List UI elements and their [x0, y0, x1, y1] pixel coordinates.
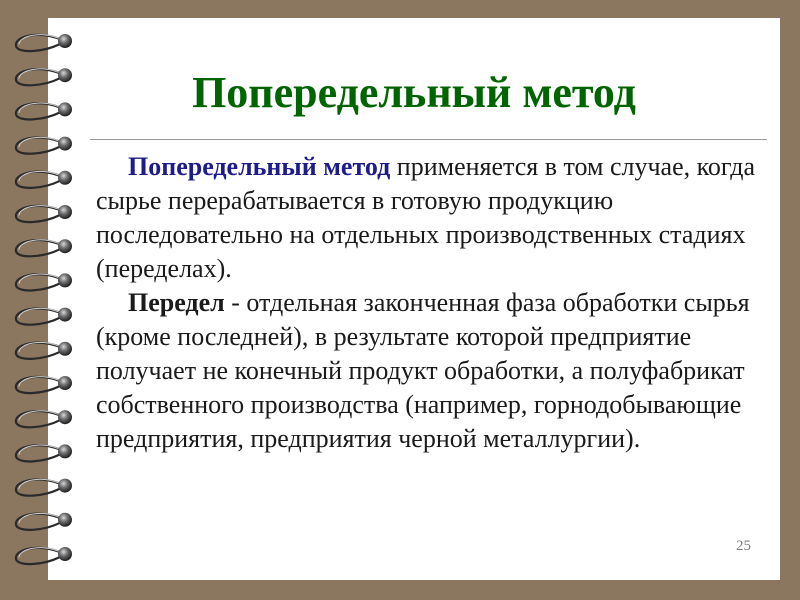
spiral-ring-icon — [16, 137, 72, 154]
paragraph-peredel — [96, 286, 764, 456]
page-number: 25 — [736, 538, 751, 554]
slide-body — [96, 150, 764, 456]
slide-title: Попередельный метод — [192, 68, 636, 117]
spiral-ring-icon — [16, 34, 72, 51]
peredel-text: - отдельная законченная фаза обработки сырья (кроме последней), в результате которой предприятие получает не конечный продукт обработки, а полуфабрикат собственного производства (например, горнодобывающие предприятия, предприятия черной металлургии). — [96, 288, 750, 453]
spiral-ring-icon — [16, 342, 72, 359]
paragraph-definition — [96, 150, 764, 286]
definition-text: применяется в том случае, когда сырье перерабатывается в готовую продукцию последовательно на отдельных производственных стадиях (переделах). — [96, 152, 756, 283]
spiral-ring-icon — [16, 239, 72, 256]
spiral-ring-icon — [16, 444, 72, 461]
term-poperedelny-method: Попередельный метод — [128, 152, 391, 181]
spiral-ring-icon — [16, 513, 72, 530]
spiral-ring-icon — [16, 410, 72, 427]
spiral-ring-icon — [16, 308, 72, 325]
spiral-ring-icon — [16, 547, 72, 564]
spiral-ring-icon — [16, 273, 72, 290]
spiral-ring-icon — [16, 376, 72, 393]
spiral-ring-icon — [16, 205, 72, 222]
title-divider — [90, 139, 767, 140]
term-peredel: Передел — [128, 288, 225, 317]
spiral-ring-icon — [16, 171, 72, 188]
spiral-ring-icon — [16, 479, 72, 496]
